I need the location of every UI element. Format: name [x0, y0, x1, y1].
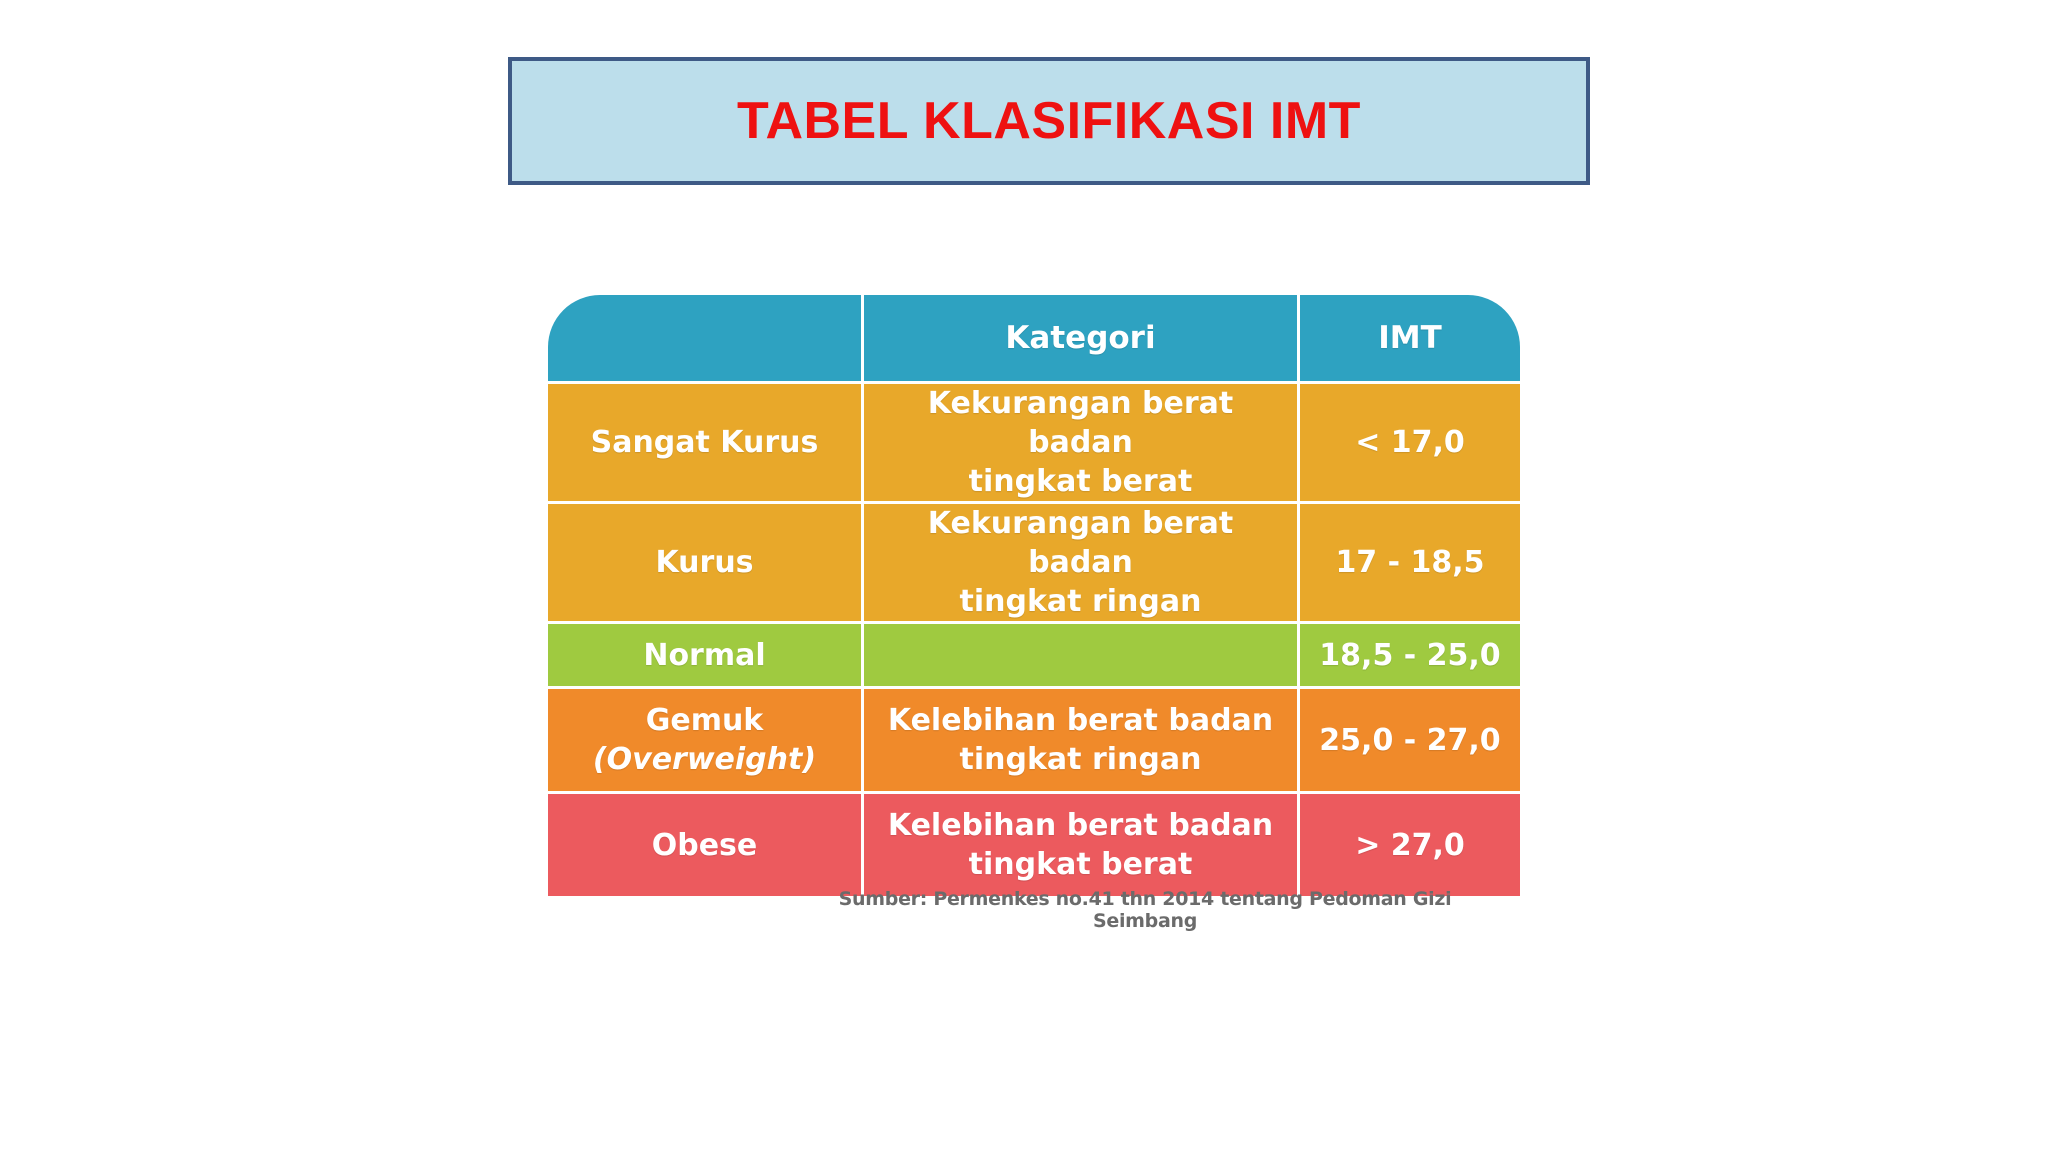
table-row-kurus [548, 504, 1520, 624]
table-row-gemuk [548, 689, 1520, 794]
row-imt: 25,0 - 27,0 [1300, 689, 1520, 794]
table-header-row [548, 295, 1520, 384]
title-box [508, 57, 1590, 185]
imt-classification-table [548, 295, 1520, 896]
row-imt: 18,5 - 25,0 [1300, 624, 1520, 689]
row-kategori [864, 624, 1300, 689]
row-label: Normal [548, 624, 864, 689]
row-imt: < 17,0 [1300, 384, 1520, 504]
source-citation: Sumber: Permenkes no.41 thn 2014 tentang Pedoman Gizi Seimbang [838, 888, 1452, 932]
row-imt: > 27,0 [1300, 794, 1520, 896]
row-label: Obese [548, 794, 864, 896]
header-imt: IMT [1300, 295, 1520, 384]
table-row-sangat-kurus [548, 384, 1520, 504]
row-kategori: Kelebihan berat badan tingkat berat [864, 794, 1300, 896]
row-label: Gemuk (Overweight) [548, 689, 864, 794]
header-empty [548, 295, 864, 384]
row-kategori: Kelebihan berat badan tingkat ringan [864, 689, 1300, 794]
imt-table-container [548, 295, 1520, 882]
table-row-obese [548, 794, 1520, 896]
table-row-normal [548, 624, 1520, 689]
page-title: TABEL KLASIFIKASI IMT [737, 92, 1361, 150]
header-kategori: Kategori [864, 295, 1300, 384]
row-label: Kurus [548, 504, 864, 624]
row-label: Sangat Kurus [548, 384, 864, 504]
row-kategori: Kekurangan berat badan tingkat ringan [864, 504, 1300, 624]
row-imt: 17 - 18,5 [1300, 504, 1520, 624]
row-kategori: Kekurangan berat badan tingkat berat [864, 384, 1300, 504]
